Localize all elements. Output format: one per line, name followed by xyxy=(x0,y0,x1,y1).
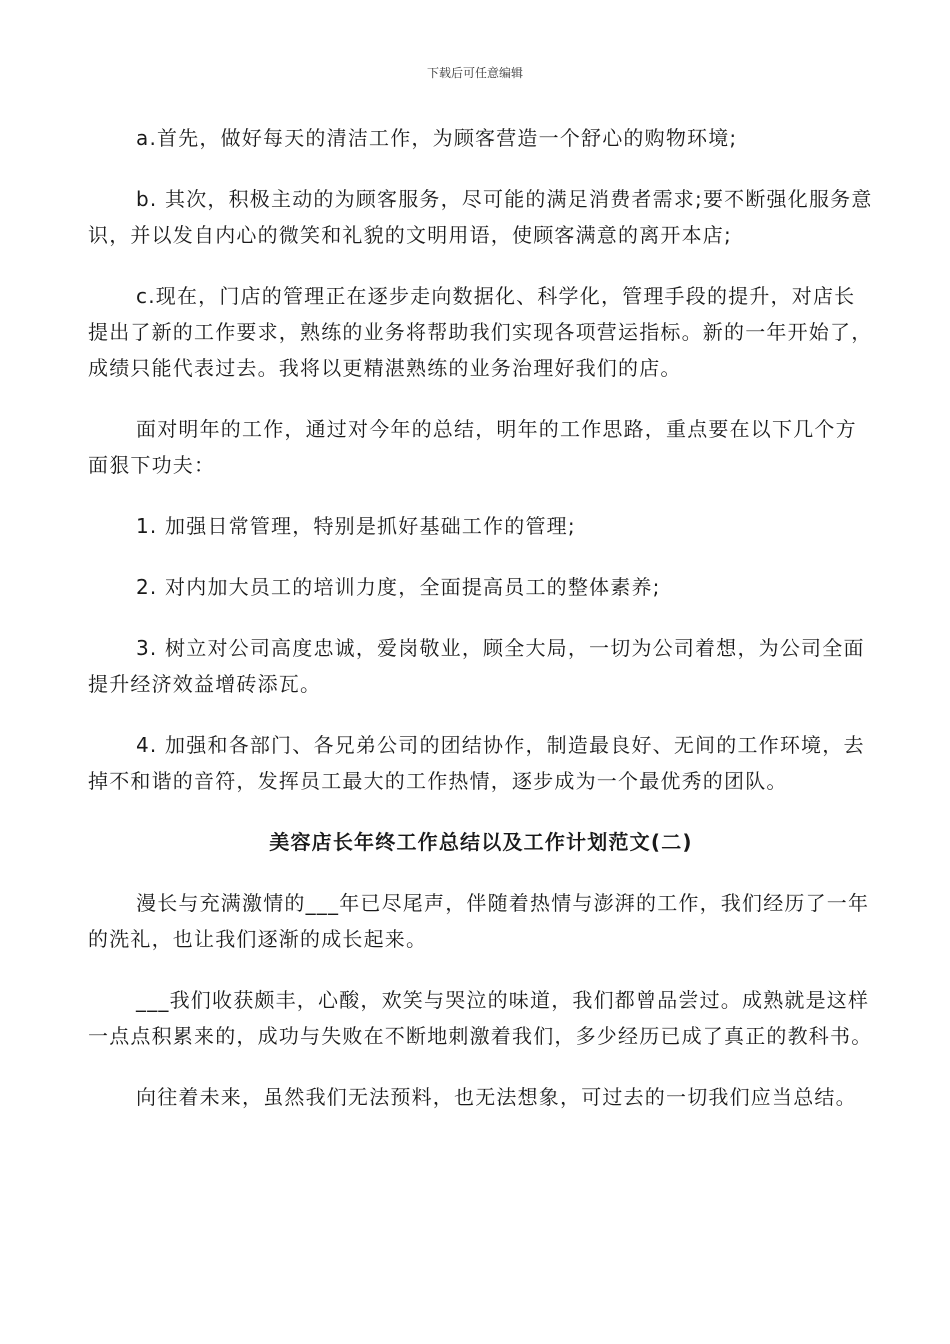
paragraph: c.现在，门店的管理正在逐步走向数据化、科学化，管理手段的提升，对店长提出了新的工作要求，熟练的业务将帮助我们实现各项营运指标。新的一年开始了，成绩只能代表过去。我将以更精湛熟练的业务治理好我们的店。 xyxy=(88,284,873,380)
paragraph: 面对明年的工作，通过对今年的总结，明年的工作思路，重点要在以下几个方面狠下功夫： xyxy=(88,417,857,477)
section-title: 美容店长年终工作总结以及工作计划范文(二) xyxy=(269,830,693,854)
paragraph: 向往着未来，虽然我们无法预料，也无法想象，可过去的一切我们应当总结。 xyxy=(136,1085,857,1109)
paragraph: a.首先，做好每天的清洁工作，为顾客营造一个舒心的购物环境; xyxy=(136,126,738,150)
paragraph: b. 其次，积极主动的为顾客服务，尽可能的满足消费者需求;要不断强化服务意识，并以发自内心的微笑和礼貌的文明用语，使顾客满意的离开本店; xyxy=(88,187,873,247)
list-item: 4. 加强和各部门、各兄弟公司的团结协作，制造最良好、无间的工作环境，去掉不和谐的音符，发挥员工最大的工作热情，逐步成为一个最优秀的团队。 xyxy=(88,733,865,793)
page-header: 下载后可任意编辑 xyxy=(426,66,523,80)
list-item: 1. 加强日常管理，特别是抓好基础工作的管理; xyxy=(136,514,576,538)
document-body xyxy=(88,120,874,1140)
paragraph: 漫长与充满激情的___年已尽尾声，伴随着热情与澎湃的工作，我们经历了一年的洗礼，也让我们逐渐的成长起来。 xyxy=(88,891,870,951)
list-item: 3. 树立对公司高度忠诚，爱岗敬业，顾全大局，一切为公司着想，为公司全面提升经济效益增砖添瓦。 xyxy=(88,636,865,696)
paragraph: ___我们收获颇丰，心酸，欢笑与哭泣的味道，我们都曾品尝过。成熟就是这样一点点积累来的，成功与失败在不断地刺激着我们，多少经历已成了真正的教科书。 xyxy=(88,988,873,1048)
list-item: 2. 对内加大员工的培训力度，全面提高员工的整体素养; xyxy=(136,575,661,599)
